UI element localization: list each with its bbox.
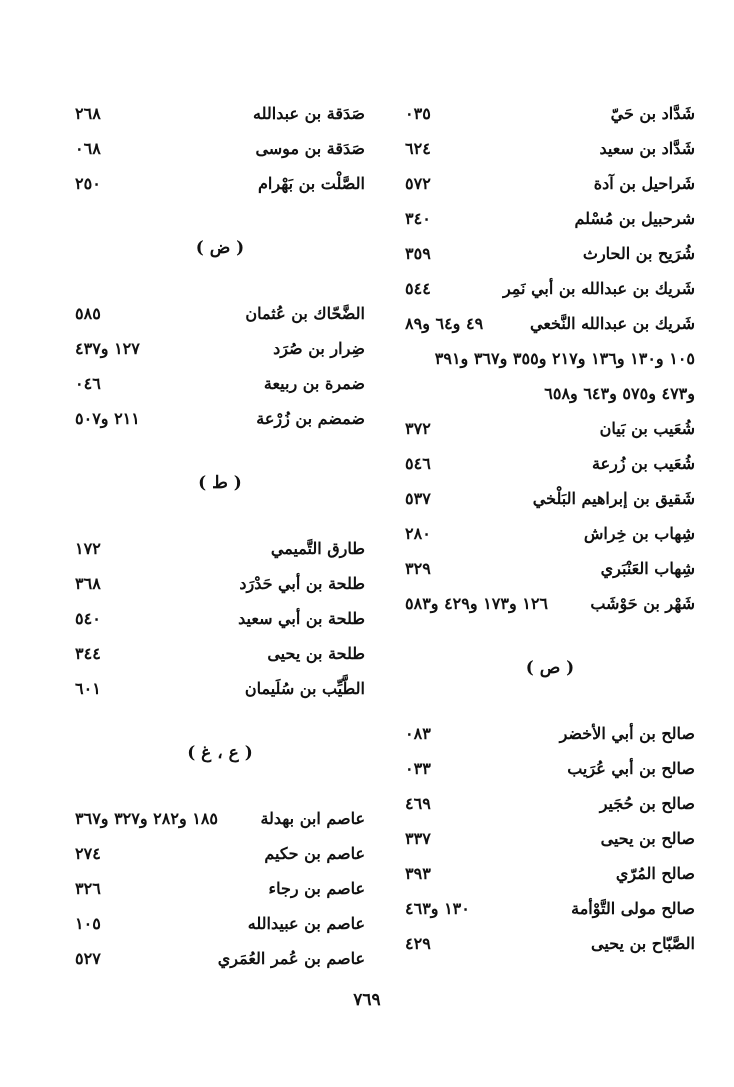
entry-pages: ٤٩ و٦٤ و٨٩ (405, 314, 484, 333)
index-entry (405, 716, 695, 751)
index-entry (405, 411, 695, 446)
index-entry (405, 551, 695, 586)
index-entry (75, 131, 365, 166)
entry-pages: ٥٨٥ (75, 304, 101, 323)
entry-name: صالح بن يحيى (600, 829, 695, 848)
entry-name: شِهاب بن خِراش (583, 524, 695, 543)
entries-sad (405, 716, 695, 961)
entry-pages: ٣٤٠ (405, 209, 431, 228)
entry-name: شَهْر بن حَوْشَب (590, 594, 695, 613)
entry-name: شَراحيل بن آدة (593, 174, 695, 193)
entry-name: صَدَقة بن موسى (255, 139, 365, 158)
index-entry (405, 201, 695, 236)
index-entry (75, 601, 365, 636)
entry-pages: ٠٣٥ (405, 104, 431, 123)
entry-pages: ٢١١ و٥٠٧ (75, 409, 140, 428)
entry-pages: ٣٥٩ (405, 244, 431, 263)
entry-name: شُعَيب بن زُرعة (591, 454, 695, 473)
section-heading-ain-ghain: ( ع ، غ ) (187, 743, 253, 763)
entry-name: طلحة بن يحيى (267, 644, 365, 663)
index-entry (75, 96, 365, 131)
entry-pages: ٥٧٢ (405, 174, 431, 193)
entry-pages: ٦٢٤ (405, 139, 431, 158)
index-entry (75, 871, 365, 906)
entry-name: شُرَيح بن الحارث (582, 244, 695, 263)
entry-pages: ٥٤٤ (405, 279, 431, 298)
entry-name: شرحبيل بن مُسْلم (574, 209, 695, 228)
entry-pages: ٥٢٧ (75, 949, 101, 968)
index-entry (405, 271, 695, 306)
index-entry (405, 166, 695, 201)
left-column (75, 96, 365, 976)
entry-pages: ٣٧٢ (405, 419, 431, 438)
continuation-pages: و٤٧٣ و٥٧٥ و٦٤٣ و٦٥٨ (544, 384, 695, 403)
page-number: ٧٦٩ (353, 990, 381, 1010)
entry-pages: ٤٢٩ (405, 934, 431, 953)
index-entry (405, 856, 695, 891)
entry-pages: ٣٢٩ (405, 559, 431, 578)
index-entry (75, 671, 365, 706)
right-column (405, 96, 695, 961)
entries-dad (75, 296, 365, 436)
entry-name: صالح بن حُجَير (599, 794, 695, 813)
entry-pages: ٢٧٤ (75, 844, 101, 863)
index-entry (75, 906, 365, 941)
index-entry (75, 296, 365, 331)
index-entry (405, 586, 695, 621)
index-entry (405, 786, 695, 821)
entry-pages: ٤٦٩ (405, 794, 431, 813)
entry-pages: ٢٦٨ (75, 104, 101, 123)
index-entry (405, 306, 695, 341)
entry-name: عاصم بن عُمر العُمَري (217, 949, 365, 968)
entry-pages: ٣٢٦ (75, 879, 101, 898)
entry-name: طلحة بن أبي حَدْرَد (239, 574, 365, 593)
index-entry (75, 636, 365, 671)
index-entry (75, 166, 365, 201)
entry-name: صالح المُرّي (615, 864, 695, 883)
index-entry (75, 801, 365, 836)
entry-name: صالح بن أبي الأخضر (559, 724, 695, 743)
entry-name: شَقيق بن إبراهيم البَلْخي (532, 489, 695, 508)
continuation-pages: ١٠٥ و١٣٠ و١٣٦ و٢١٧ و٣٥٥ و٣٦٧ و٣٩١ (434, 349, 695, 368)
entry-pages: ٥٤٦ (405, 454, 431, 473)
entry-pages: ٣٦٨ (75, 574, 101, 593)
entry-name: ضمرة بن ربيعة (263, 374, 365, 393)
entry-name: ضمضم بن زُرْعة (256, 409, 365, 428)
index-entry (405, 446, 695, 481)
entry-pages: ١٢٧ و٤٣٧ (75, 339, 140, 358)
entry-pages: ١٨٥ و٢٨٢ و٣٢٧ و٣٦٧ (75, 809, 219, 828)
entry-continuation (405, 341, 695, 376)
entry-pages: ٠٤٦ (75, 374, 101, 393)
entry-name: عاصم بن عبيدالله (247, 914, 365, 933)
entry-name: عاصم بن حكيم (264, 844, 365, 863)
index-entry (75, 331, 365, 366)
index-entry (405, 926, 695, 961)
entries-shin (405, 96, 695, 621)
entry-name: صَدَقة بن عبدالله (253, 104, 365, 123)
entry-name: طارق التَّميمي (270, 539, 365, 558)
index-entry (75, 941, 365, 976)
entry-pages: ١٠٥ (75, 914, 101, 933)
index-entry (405, 96, 695, 131)
index-entry (405, 516, 695, 551)
entries-ain (75, 801, 365, 976)
entry-name: شُعَيب بن بَيان (599, 419, 695, 438)
entries-ta (75, 531, 365, 706)
entry-name: الضَّحّاك بن عُثمان (245, 304, 365, 323)
section-heading-sad: ( ص ) (525, 658, 575, 678)
entry-pages: ٠٨٣ (405, 724, 431, 743)
entry-pages: ٠٣٣ (405, 759, 431, 778)
entry-name: الصَّلْت بن بَهْرام (258, 174, 365, 193)
entry-continuation (405, 376, 695, 411)
entry-pages: ٦٠١ (75, 679, 101, 698)
section-heading-dad: ( ض ) (195, 238, 245, 258)
index-entry (405, 236, 695, 271)
index-entry (75, 401, 365, 436)
entry-name: شَريك بن عبدالله النَّخعي (529, 314, 695, 333)
entry-name: صالح بن أبي عُرَيب (567, 759, 695, 778)
entry-pages: ٢٥٠ (75, 174, 101, 193)
entry-pages: ١٢٦ و١٧٣ و٤٢٩ و٥٨٣ (405, 594, 549, 613)
entry-pages: ٥٣٧ (405, 489, 431, 508)
entry-name: صالح مولى التَّوْأمة (571, 899, 695, 918)
entry-name: الصَّبّاح بن يحيى (591, 934, 695, 953)
index-entry (75, 836, 365, 871)
index-entry (405, 131, 695, 166)
index-entry (75, 366, 365, 401)
entry-name: ضِرار بن صُرَد (273, 339, 365, 358)
entry-pages: ٥٤٠ (75, 609, 101, 628)
entry-name: شَريك بن عبدالله بن أبي نَمِر (502, 279, 695, 298)
index-entry (405, 821, 695, 856)
index-entry (405, 481, 695, 516)
entry-name: شَدَّاد بن حَيّ (610, 104, 695, 123)
entry-pages: ٣٤٤ (75, 644, 101, 663)
entries-sad-continued (75, 96, 365, 201)
entry-name: طلحة بن أبي سعيد (238, 609, 365, 628)
index-entry (405, 891, 695, 926)
entry-pages: ٣٣٧ (405, 829, 431, 848)
entry-name: شِهاب العَنْبَري (600, 559, 695, 578)
entry-pages: ٢٨٠ (405, 524, 431, 543)
entry-name: شَدَّاد بن سعيد (599, 139, 695, 158)
index-entry (75, 531, 365, 566)
entry-name: عاصم ابن بهدلة (260, 809, 365, 828)
entry-pages: ٣٩٣ (405, 864, 431, 883)
entry-name: الطَّيِّب بن سُلَيمان (244, 679, 365, 698)
entry-pages: ٠٦٨ (75, 139, 101, 158)
index-entry (405, 751, 695, 786)
entry-name: عاصم بن رجاء (268, 879, 365, 898)
entry-pages: ١٣٠ و٤٦٣ (405, 899, 470, 918)
section-heading-ta: ( ط ) (198, 473, 242, 493)
index-entry (75, 566, 365, 601)
entry-pages: ١٧٢ (75, 539, 101, 558)
